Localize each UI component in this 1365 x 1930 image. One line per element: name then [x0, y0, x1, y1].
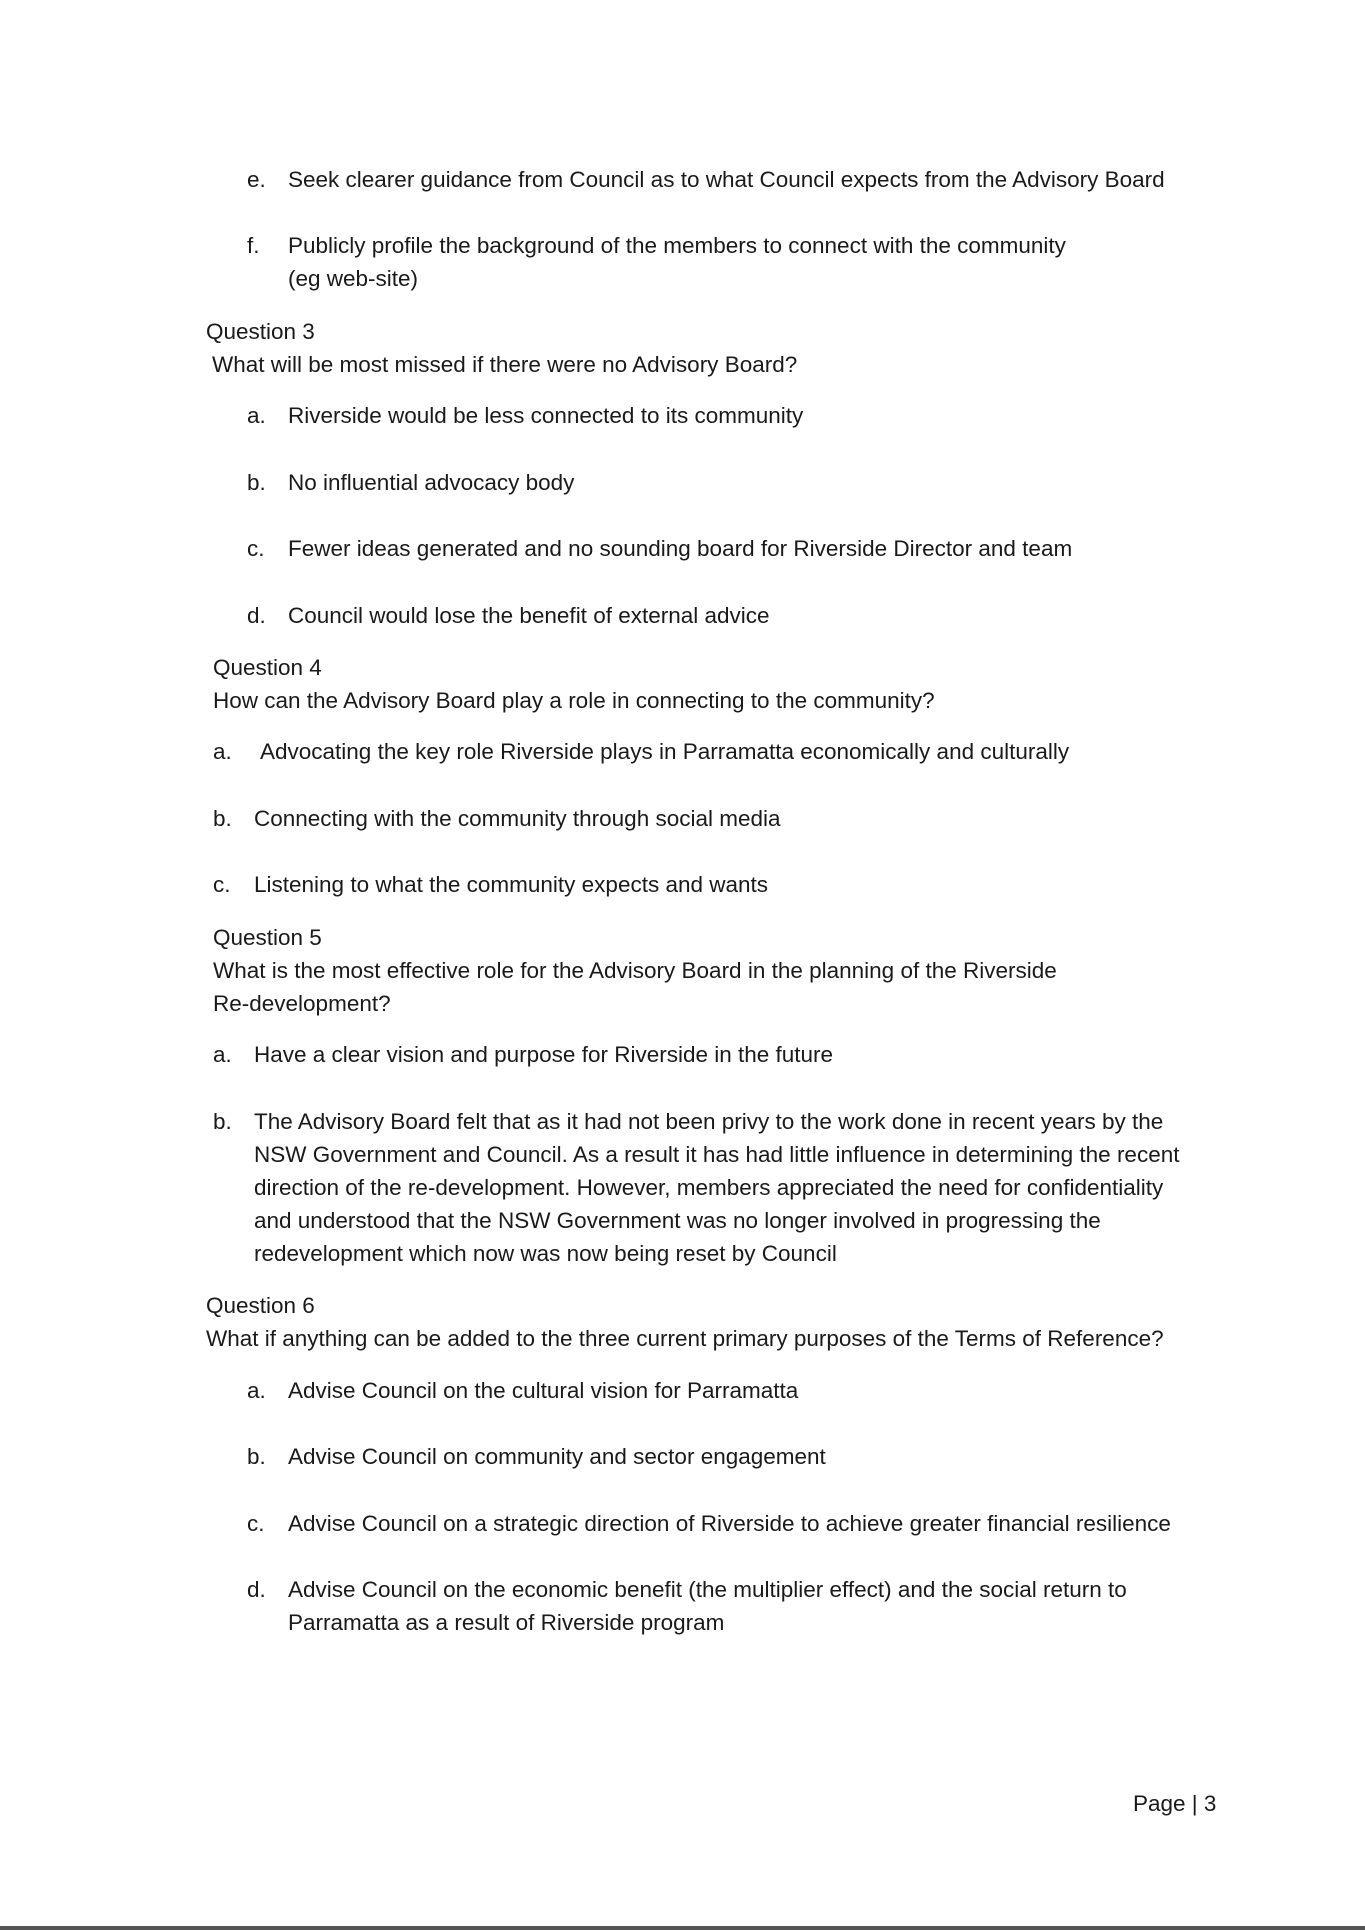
list-item-text: Advise Council on the cultural vision for Parramatta	[288, 1378, 799, 1403]
page-number: Page | 3	[1133, 1791, 1217, 1816]
list-item-text: Listening to what the community expects and wants	[254, 872, 769, 897]
question-text: How can the Advisory Board play a role in connecting to the community?	[213, 688, 935, 713]
list-item-marker: d.	[247, 603, 266, 628]
list-item-text: Seek clearer guidance from Council as to what Council expects from the Advisory Board	[288, 167, 1165, 192]
question-text: Re-development?	[213, 991, 391, 1016]
question-text: What will be most missed if there were no Advisory Board?	[212, 352, 798, 377]
list-item-marker: b.	[213, 806, 232, 831]
list-item-text: and understood that the NSW Government was no longer involved in progressing the	[254, 1208, 1101, 1233]
list-item-marker: d.	[247, 1577, 266, 1602]
list-item-marker: e.	[247, 167, 266, 192]
page-bottom-edge	[0, 1926, 1365, 1930]
list-item-marker: f.	[247, 233, 260, 258]
question-heading: Question 5	[213, 925, 322, 950]
question-heading: Question 6	[206, 1293, 315, 1318]
list-item-text: Riverside would be less connected to its community	[288, 403, 804, 428]
question-text: What is the most effective role for the Advisory Board in the planning of the Riverside	[213, 958, 1057, 983]
list-item-text: Publicly profile the background of the members to connect with the community	[288, 233, 1066, 258]
list-item-text: direction of the re-development. However, members appreciated the need for confidentiality	[254, 1175, 1164, 1200]
list-item-text: NSW Government and Council. As a result it has had little influence in determining the recent	[254, 1142, 1180, 1167]
list-item-text: Advocating the key role Riverside plays in Parramatta economically and culturally	[260, 739, 1070, 764]
list-item-marker: b.	[247, 1444, 266, 1469]
list-item-text: redevelopment which now was now being reset by Council	[254, 1241, 837, 1266]
list-item-text: Parramatta as a result of Riverside program	[288, 1610, 725, 1635]
list-item-text: (eg web-site)	[288, 266, 419, 291]
list-item-text: No influential advocacy body	[288, 470, 575, 495]
question-text: What if anything can be added to the three current primary purposes of the Terms of Reference?	[206, 1326, 1164, 1351]
question-heading: Question 3	[206, 319, 315, 344]
question-heading: Question 4	[213, 655, 322, 680]
list-item-text: Advise Council on community and sector engagement	[288, 1444, 826, 1469]
list-item-marker: a.	[213, 739, 232, 764]
list-item-text: Advise Council on a strategic direction of Riverside to achieve greater financial resilience	[288, 1511, 1171, 1536]
list-item-marker: a.	[247, 403, 266, 428]
list-item-text: The Advisory Board felt that as it had not been privy to the work done in recent years by the	[254, 1109, 1164, 1134]
list-item-text: Advise Council on the economic benefit (the multiplier effect) and the social return to	[288, 1577, 1127, 1602]
list-item-marker: a.	[213, 1042, 232, 1067]
list-item-marker: c.	[213, 872, 231, 897]
list-item-marker: a.	[247, 1378, 266, 1403]
list-item-text: Have a clear vision and purpose for Riverside in the future	[254, 1042, 834, 1067]
list-item-marker: b.	[213, 1109, 232, 1134]
list-item-text: Connecting with the community through social media	[254, 806, 781, 831]
list-item-marker: b.	[247, 470, 266, 495]
list-item-marker: c.	[247, 536, 265, 561]
list-item-marker: c.	[247, 1511, 265, 1536]
list-item-text: Fewer ideas generated and no sounding board for Riverside Director and team	[288, 536, 1073, 561]
list-item-text: Council would lose the benefit of external advice	[288, 603, 770, 628]
